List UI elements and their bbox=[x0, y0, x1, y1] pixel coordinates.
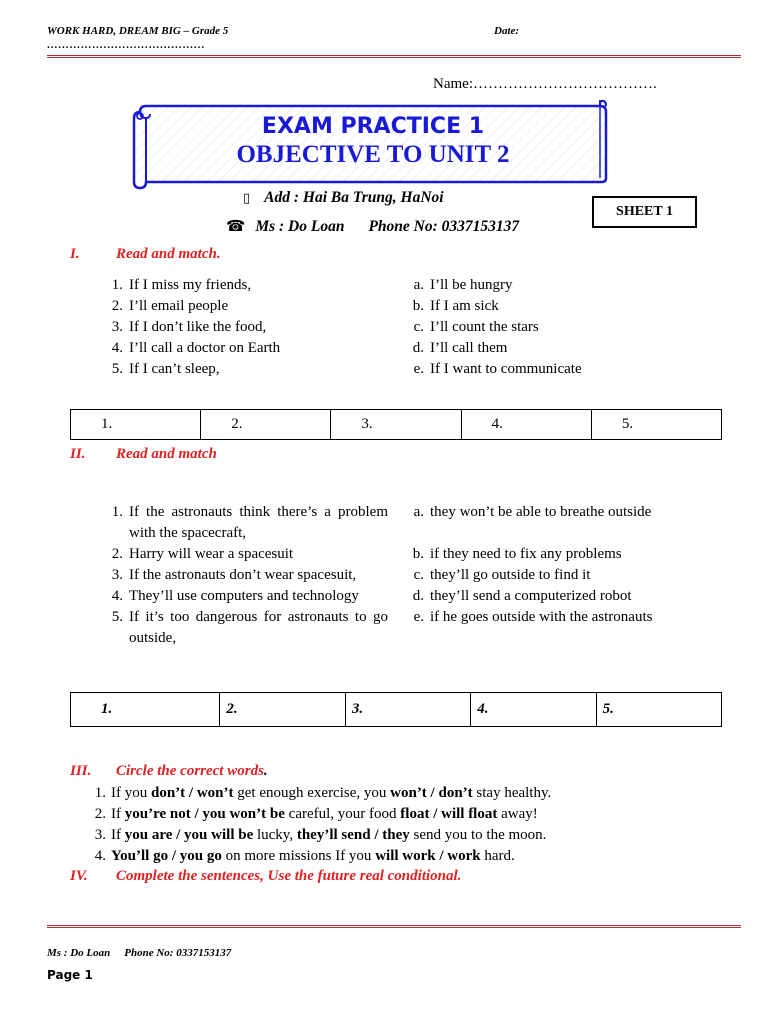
sentence-text: get enough exercise, you bbox=[233, 785, 391, 801]
section-1-left-list bbox=[99, 275, 388, 380]
section-3-heading bbox=[70, 763, 268, 780]
list-item: a. they won’t be able to breathe outside bbox=[413, 504, 652, 520]
sentence-text: on more missions If you bbox=[221, 848, 376, 864]
list-item: b. If I am sick bbox=[412, 298, 499, 314]
choice-option[interactable]: You’ll go / you go bbox=[111, 848, 222, 864]
list-item: a. I’ll be hungry bbox=[413, 277, 513, 293]
answer-cell[interactable]: 4. bbox=[471, 693, 596, 726]
list-item: 5. If it’s too dangerous for astronauts to go outside, bbox=[111, 609, 388, 646]
list-item: 2. I’ll email people bbox=[111, 298, 229, 314]
item-number: 2. bbox=[94, 806, 106, 822]
sentence-text: careful, your food bbox=[284, 806, 401, 822]
list-item: 4. They’ll use computers and technology bbox=[111, 588, 359, 604]
list-item: e. If I want to communicate bbox=[413, 361, 582, 377]
list-item bbox=[88, 825, 728, 846]
section-1-title: Read and match. bbox=[116, 246, 221, 262]
list-item: 5. If I can’t sleep, bbox=[111, 361, 220, 377]
answer-cell[interactable]: 1. bbox=[71, 693, 220, 726]
address-line bbox=[243, 189, 444, 207]
sentence-text: lucky, bbox=[253, 827, 297, 843]
footer-rule bbox=[47, 925, 741, 928]
section-2-left-list bbox=[99, 502, 388, 649]
section-4-number: IV. bbox=[70, 868, 88, 884]
list-item bbox=[88, 846, 728, 867]
sentence-text: If you bbox=[111, 785, 151, 801]
answer-cell[interactable]: 5. bbox=[602, 701, 614, 717]
section-2-heading bbox=[70, 446, 217, 463]
header-title: WORK HARD, DREAM BIG – Grade 5 bbox=[47, 25, 229, 37]
choice-option[interactable]: you’re not / you won’t be bbox=[124, 806, 285, 822]
section-2-answer-table bbox=[70, 692, 722, 727]
item-number: 1. bbox=[94, 785, 106, 801]
page-number: Page 1 bbox=[47, 968, 93, 982]
list-item: b. if they need to fix any problems bbox=[412, 546, 622, 562]
list-item: 1. If I miss my friends, bbox=[111, 277, 252, 293]
section-3-title: Circle the correct words bbox=[116, 763, 264, 779]
sentence-text: stay healthy. bbox=[472, 785, 552, 801]
address-text: Add : Hai Ba Trung, HaNoi bbox=[264, 189, 444, 206]
section-2-title: Read and match bbox=[116, 446, 217, 462]
list-item: 3. If I don’t like the food, bbox=[111, 319, 267, 335]
banner-subtitle: OBJECTIVE TO UNIT 2 bbox=[236, 141, 510, 168]
list-item: 2. Harry will wear a spacesuit bbox=[111, 546, 294, 562]
answer-cell[interactable]: 4. bbox=[462, 410, 592, 439]
list-item: d. I’ll call them bbox=[412, 340, 508, 356]
address-icon: ▯ bbox=[243, 191, 251, 206]
list-item bbox=[88, 783, 728, 804]
name-field: Name:………………………………. bbox=[433, 76, 657, 92]
answer-cell[interactable]: 1. bbox=[71, 410, 201, 439]
sentence-text: If bbox=[111, 827, 125, 843]
contact-line bbox=[226, 217, 519, 236]
header-dots: …………………………………… bbox=[47, 39, 206, 51]
section-1-heading bbox=[70, 246, 221, 263]
item-number: 4. bbox=[94, 848, 106, 864]
section-4-title: Complete the sentences, Use the future real conditional. bbox=[116, 868, 462, 884]
header-rule bbox=[47, 55, 741, 58]
section-3-title-end: . bbox=[263, 763, 268, 779]
section-1-number: I. bbox=[70, 246, 80, 262]
phone-icon: ☎ bbox=[226, 217, 246, 235]
footer-contact bbox=[47, 947, 231, 959]
section-4-heading bbox=[70, 868, 461, 885]
section-2-number: II. bbox=[70, 446, 86, 462]
sheet-label: SHEET 1 bbox=[592, 196, 697, 228]
footer-phone: Phone No: 0337153137 bbox=[124, 947, 232, 959]
list-item: 1. If the astronauts think there’s a problem with the spacecraft, bbox=[111, 504, 388, 541]
choice-option[interactable]: don’t / won’t bbox=[151, 785, 234, 801]
section-1-answer-table bbox=[70, 409, 722, 440]
answer-cell[interactable]: 2. bbox=[201, 410, 331, 439]
section-2-right-list bbox=[400, 502, 700, 628]
list-item: 4. I’ll call a doctor on Earth bbox=[111, 340, 281, 356]
choice-option[interactable]: won’t / don’t bbox=[390, 785, 473, 801]
answer-cell[interactable]: 2. bbox=[220, 693, 345, 726]
answer-cell[interactable]: 5. bbox=[621, 416, 634, 432]
list-item: c. I’ll count the stars bbox=[413, 319, 539, 335]
answer-cell[interactable]: 3. bbox=[346, 693, 471, 726]
section-1-right-list bbox=[400, 275, 700, 380]
phone-number: Phone No: 0337153137 bbox=[368, 218, 520, 235]
sentence-text: hard. bbox=[480, 848, 515, 864]
section-3-list bbox=[88, 783, 728, 867]
sentence-text: send you to the moon. bbox=[409, 827, 547, 843]
choice-option[interactable]: will work / work bbox=[375, 848, 481, 864]
list-item: e. if he goes outside with the astronauts bbox=[413, 609, 653, 625]
sentence-text: If bbox=[111, 806, 125, 822]
item-number: 3. bbox=[94, 827, 106, 843]
section-3-number: III. bbox=[70, 763, 92, 779]
list-item: c. they’ll go outside to find it bbox=[413, 567, 591, 583]
banner-title: EXAM PRACTICE 1 bbox=[261, 114, 485, 139]
choice-option[interactable]: float / will float bbox=[400, 806, 498, 822]
choice-option[interactable]: you are / you will be bbox=[124, 827, 254, 843]
answer-cell[interactable]: 3. bbox=[331, 410, 461, 439]
list-item: 3. If the astronauts don’t wear spacesuit, bbox=[111, 567, 357, 583]
header-date-label: Date: bbox=[494, 25, 520, 37]
list-item: d. they’ll send a computerized robot bbox=[412, 588, 632, 604]
teacher-name: Ms : Do Loan bbox=[255, 218, 345, 235]
choice-option[interactable]: they’ll send / they bbox=[296, 827, 410, 843]
footer-teacher: Ms : Do Loan bbox=[47, 947, 111, 959]
list-item bbox=[88, 804, 728, 825]
sentence-text: away! bbox=[497, 806, 538, 822]
